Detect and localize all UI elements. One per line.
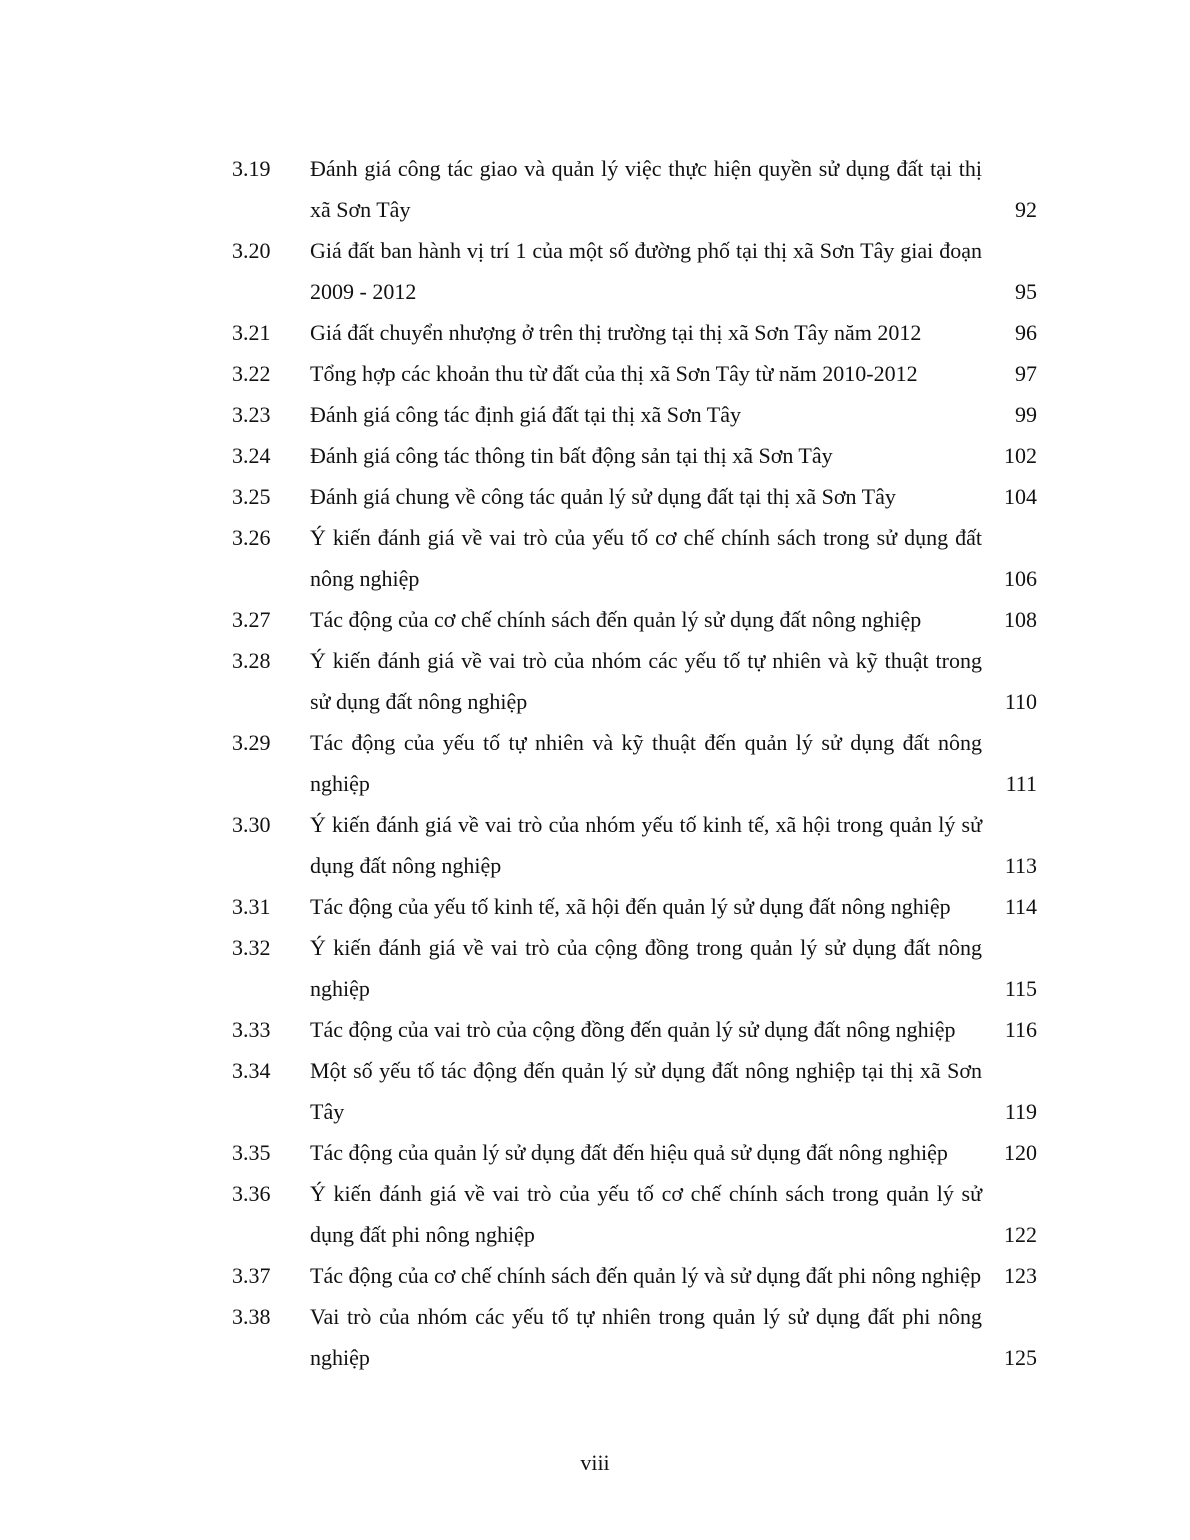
toc-entry-3-30 bbox=[232, 804, 1037, 886]
entry-number: 3.38 bbox=[232, 1304, 271, 1329]
entry-title: Ý kiến đánh giá về vai trò của yếu tố cơ chế chính sách trong sử dụng đất nông nghiệp bbox=[310, 525, 982, 591]
toc-entry-3-38 bbox=[232, 1296, 1037, 1378]
toc-entry-3-21 bbox=[232, 312, 1037, 353]
entry-page: 92 bbox=[1015, 197, 1037, 222]
entry-title: Đánh giá công tác thông tin bất động sản tại thị xã Sơn Tây bbox=[310, 443, 833, 468]
table-of-figures-list bbox=[232, 148, 1037, 1378]
entry-page: 113 bbox=[1004, 853, 1037, 878]
entry-title: Tác động của vai trò của cộng đồng đến quản lý sử dụng đất nông nghiệp bbox=[310, 1017, 956, 1042]
entry-page: 110 bbox=[1004, 689, 1037, 714]
entry-page: 114 bbox=[1004, 894, 1037, 919]
toc-entry-3-35 bbox=[232, 1132, 1037, 1173]
entry-title: Tác động của cơ chế chính sách đến quản lý và sử dụng đất phi nông nghiệp bbox=[310, 1263, 982, 1288]
entry-number: 3.20 bbox=[232, 238, 271, 263]
toc-entry-3-28 bbox=[232, 640, 1037, 722]
entry-title: Đánh giá công tác định giá đất tại thị xã Sơn Tây bbox=[310, 402, 741, 427]
entry-number: 3.28 bbox=[232, 648, 271, 673]
entry-title: Ý kiến đánh giá về vai trò của yếu tố cơ chế chính sách trong quản lý sử dụng đất phi nông nghiệp bbox=[310, 1181, 982, 1247]
entry-title: Một số yếu tố tác động đến quản lý sử dụng đất nông nghiệp tại thị xã Sơn Tây bbox=[310, 1058, 982, 1124]
toc-entry-3-32 bbox=[232, 927, 1037, 1009]
entry-page: 96 bbox=[1015, 320, 1037, 345]
entry-page: 115 bbox=[1004, 976, 1037, 1001]
toc-entry-3-24 bbox=[232, 435, 1037, 476]
entry-page: 120 bbox=[1004, 1140, 1037, 1165]
entry-title: Tổng hợp các khoản thu từ đất của thị xã Sơn Tây từ năm 2010-2012 bbox=[310, 361, 918, 386]
toc-entry-3-26 bbox=[232, 517, 1037, 599]
entry-number: 3.31 bbox=[232, 894, 271, 919]
entry-number: 3.34 bbox=[232, 1058, 271, 1083]
entry-number: 3.37 bbox=[232, 1263, 271, 1288]
entry-number: 3.25 bbox=[232, 484, 271, 509]
entry-number: 3.21 bbox=[232, 320, 271, 345]
page-number-footer: viii bbox=[580, 1450, 610, 1475]
entry-title: Giá đất ban hành vị trí 1 của một số đường phố tại thị xã Sơn Tây giai đoạn 2009 - 2012 bbox=[310, 238, 982, 304]
entry-page: 99 bbox=[1015, 402, 1037, 427]
entry-title: Tác động của cơ chế chính sách đến quản lý sử dụng đất nông nghiệp bbox=[310, 607, 922, 632]
entry-page: 116 bbox=[1004, 1017, 1037, 1042]
toc-entry-3-23 bbox=[232, 394, 1037, 435]
entry-page: 97 bbox=[1015, 361, 1037, 386]
entry-title: Tác động của yếu tố kinh tế, xã hội đến quản lý sử dụng đất nông nghiệp bbox=[310, 894, 951, 919]
entry-title: Tác động của quản lý sử dụng đất đến hiệu quả sử dụng đất nông nghiệp bbox=[310, 1140, 948, 1165]
toc-entry-3-25 bbox=[232, 476, 1037, 517]
entry-title: Ý kiến đánh giá về vai trò của cộng đồng trong quản lý sử dụng đất nông nghiệp bbox=[310, 935, 982, 1001]
entry-page: 95 bbox=[1015, 279, 1037, 304]
toc-entry-3-37 bbox=[232, 1255, 1037, 1296]
toc-entry-3-31 bbox=[232, 886, 1037, 927]
entry-title: Vai trò của nhóm các yếu tố tự nhiên trong quản lý sử dụng đất phi nông nghiệp bbox=[310, 1304, 982, 1370]
entry-page: 119 bbox=[1004, 1099, 1037, 1124]
toc-entry-3-22 bbox=[232, 353, 1037, 394]
entry-page: 108 bbox=[1004, 607, 1037, 632]
toc-entry-3-20 bbox=[232, 230, 1037, 312]
entry-page: 106 bbox=[1004, 566, 1037, 591]
entry-number: 3.22 bbox=[232, 361, 271, 386]
toc-entry-3-29 bbox=[232, 722, 1037, 804]
entry-number: 3.27 bbox=[232, 607, 271, 632]
entry-number: 3.19 bbox=[232, 156, 271, 181]
entry-title: Giá đất chuyển nhượng ở trên thị trường tại thị xã Sơn Tây năm 2012 bbox=[310, 320, 922, 345]
entry-page: 122 bbox=[1004, 1222, 1037, 1247]
entry-number: 3.35 bbox=[232, 1140, 271, 1165]
entry-number: 3.23 bbox=[232, 402, 271, 427]
entry-title: Ý kiến đánh giá về vai trò của nhóm yếu tố kinh tế, xã hội trong quản lý sử dụng đất nông nghiệp bbox=[310, 812, 982, 878]
entry-page: 102 bbox=[1004, 443, 1037, 468]
entry-number: 3.36 bbox=[232, 1181, 271, 1206]
entry-number: 3.26 bbox=[232, 525, 271, 550]
toc-entry-3-27 bbox=[232, 599, 1037, 640]
entry-page: 111 bbox=[1005, 771, 1037, 796]
entry-page: 104 bbox=[1004, 484, 1037, 509]
toc-entry-3-34 bbox=[232, 1050, 1037, 1132]
entry-number: 3.30 bbox=[232, 812, 271, 837]
entry-title: Đánh giá chung về công tác quản lý sử dụng đất tại thị xã Sơn Tây bbox=[310, 484, 896, 509]
entry-title: Ý kiến đánh giá về vai trò của nhóm các yếu tố tự nhiên và kỹ thuật trong sử dụng đất nông nghiệp bbox=[310, 648, 982, 714]
toc-entry-3-36 bbox=[232, 1173, 1037, 1255]
entry-number: 3.32 bbox=[232, 935, 271, 960]
toc-entry-3-19 bbox=[232, 148, 1037, 230]
entry-page: 125 bbox=[1004, 1345, 1037, 1370]
entry-title: Đánh giá công tác giao và quản lý việc thực hiện quyền sử dụng đất tại thị xã Sơn Tây bbox=[310, 156, 982, 222]
entry-title: Tác động của yếu tố tự nhiên và kỹ thuật đến quản lý sử dụng đất nông nghiệp bbox=[310, 730, 982, 796]
entry-number: 3.33 bbox=[232, 1017, 271, 1042]
entry-number: 3.29 bbox=[232, 730, 271, 755]
entry-number: 3.24 bbox=[232, 443, 271, 468]
toc-entry-3-33 bbox=[232, 1009, 1037, 1050]
entry-page: 123 bbox=[1004, 1263, 1037, 1288]
